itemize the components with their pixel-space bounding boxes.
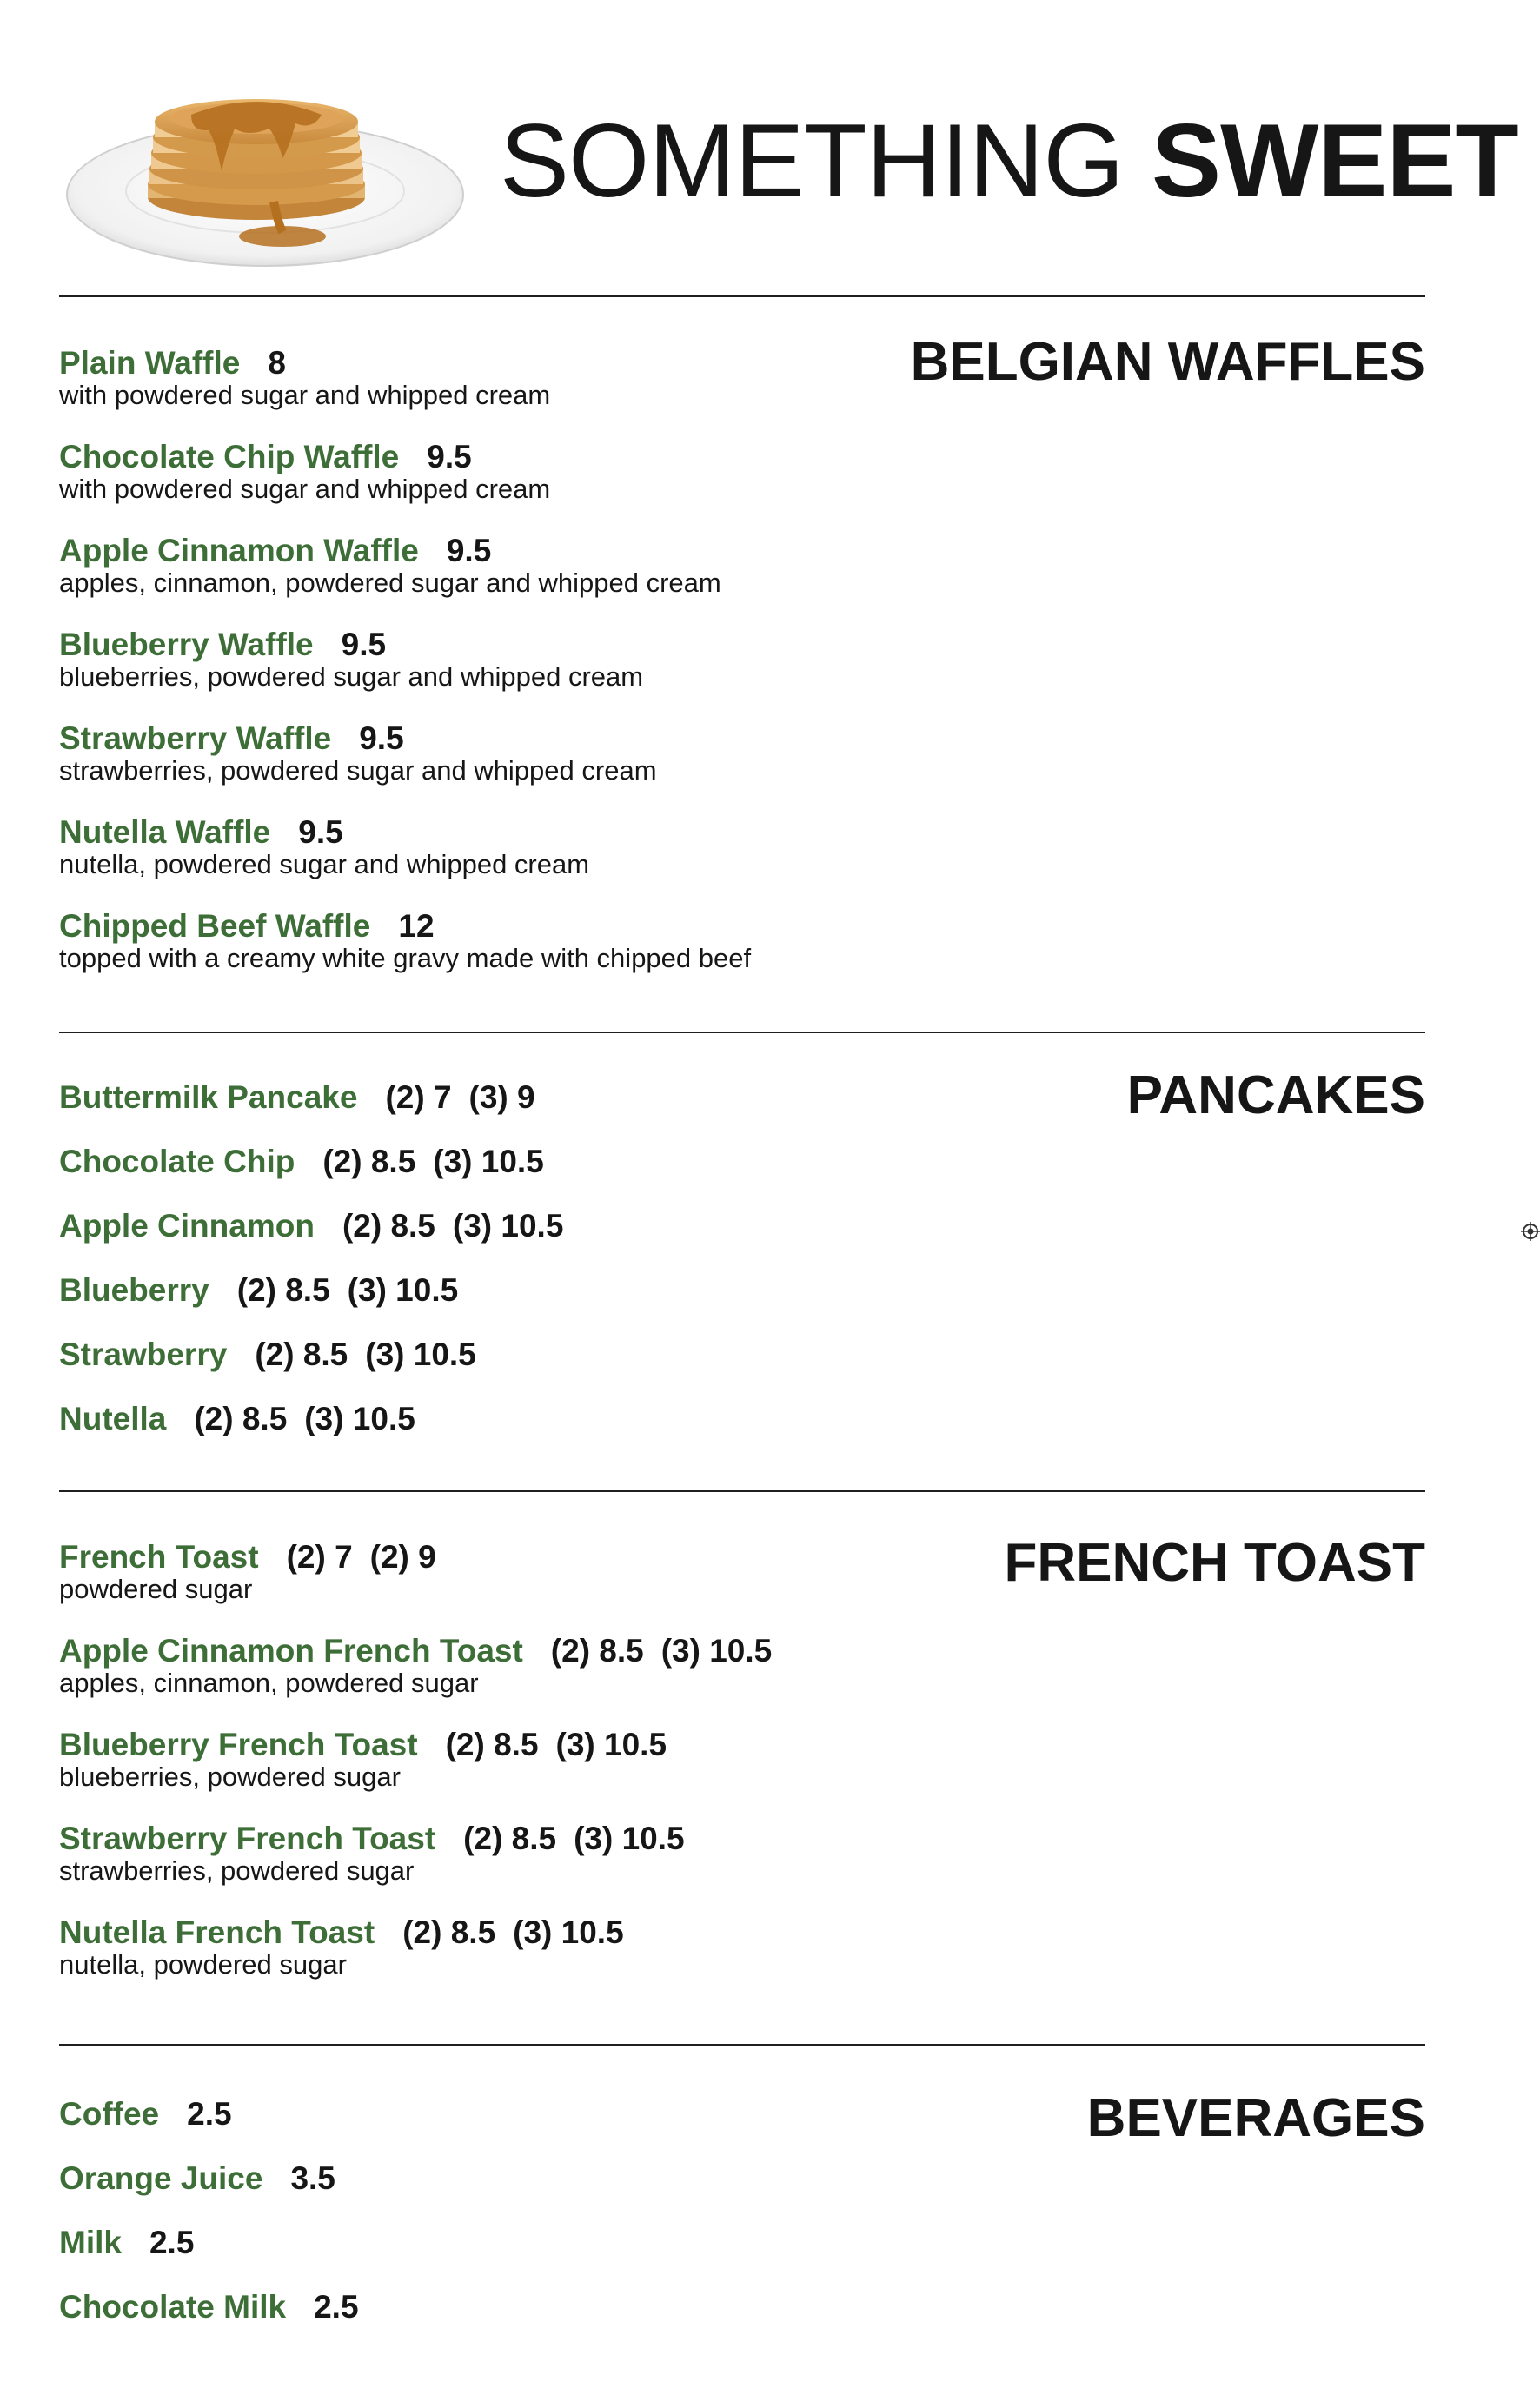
item-price-three: (3) 10.5: [660, 1633, 773, 1669]
item-description: topped with a creamy white gravy made with chipped beef: [59, 943, 752, 973]
item-price: 2.5: [149, 2225, 195, 2260]
list-item: [59, 1634, 1015, 1728]
item-price: 9.5: [359, 720, 404, 756]
item-price: 2.5: [187, 2096, 232, 2132]
pancakes-list: [59, 1080, 1015, 1466]
item-name: Chocolate Chip: [59, 1144, 295, 1179]
item-price-two: (2) 8.5: [236, 1272, 330, 1308]
beverages-heading: BEVERAGES: [1086, 2088, 1425, 2148]
item-price: 9.5: [341, 627, 387, 662]
section-divider: [59, 2044, 1425, 2046]
pancakes-heading: PANCAKES: [1126, 1065, 1425, 1125]
item-name: Chipped Beef Waffle: [59, 908, 371, 944]
item-description: blueberries, powdered sugar: [59, 1761, 401, 1792]
list-item: [59, 1209, 1015, 1273]
page-title-bold: SWEET: [1152, 103, 1518, 219]
item-price-three: (3) 10.5: [365, 1337, 476, 1372]
crosshair-icon: [1521, 1222, 1540, 1241]
item-price-three: (3) 10.5: [452, 1208, 564, 1244]
list-item: [59, 534, 1015, 627]
item-name: Nutella Waffle: [59, 814, 271, 850]
item-name: Blueberry: [59, 1272, 209, 1308]
item-description: with powdered sugar and whipped cream: [59, 474, 551, 504]
list-item: [59, 1144, 1015, 1209]
waffles-heading: BELGIAN WAFFLES: [910, 332, 1425, 392]
item-name: Strawberry French Toast: [59, 1821, 436, 1856]
item-name: Nutella French Toast: [59, 1914, 375, 1950]
item-price-three: (3) 10.5: [433, 1144, 544, 1179]
item-description: blueberries, powdered sugar and whipped cream: [59, 661, 644, 692]
item-name: Blueberry Waffle: [59, 627, 314, 662]
list-item: [59, 1728, 1015, 1821]
section-divider: [59, 295, 1425, 297]
beverages-list: [59, 2097, 1015, 2354]
item-name: Chocolate Chip Waffle: [59, 439, 400, 474]
item-description: powdered sugar: [59, 1574, 253, 1604]
list-item: [59, 909, 1015, 1003]
item-price-two: (2) 8.5: [342, 1208, 435, 1244]
list-item: [59, 2097, 1015, 2161]
item-description: nutella, powdered sugar and whipped cream: [59, 849, 590, 879]
list-item: [59, 1540, 1015, 1634]
item-name: Plain Waffle: [59, 345, 241, 381]
item-description: nutella, powdered sugar: [59, 1949, 347, 1980]
item-name: Orange Juice: [59, 2160, 263, 2196]
list-item: [59, 1821, 1015, 1915]
item-name: Nutella: [59, 1401, 167, 1436]
item-price: 3.5: [290, 2160, 335, 2196]
waffles-list: [59, 346, 1015, 1003]
item-name: Milk: [59, 2225, 122, 2260]
item-price-two: (2) 8.5: [194, 1401, 288, 1436]
list-item: [59, 1080, 1015, 1144]
french-toast-heading: FRENCH TOAST: [1004, 1533, 1425, 1593]
item-name: French Toast: [59, 1539, 259, 1575]
item-name: Apple Cinnamon Waffle: [59, 533, 419, 568]
item-description: apples, cinnamon, powdered sugar and whipped cream: [59, 567, 721, 598]
item-price-two: (2) 8.5: [463, 1821, 557, 1856]
item-price-three: (3) 10.5: [555, 1727, 667, 1762]
item-name: Strawberry Waffle: [59, 720, 332, 756]
list-item: [59, 346, 1015, 440]
item-description: apples, cinnamon, powdered sugar: [59, 1668, 479, 1698]
list-item: [59, 2290, 1015, 2354]
item-price-three: (3) 10.5: [304, 1401, 415, 1436]
section-divider: [59, 1032, 1425, 1033]
list-item: [59, 440, 1015, 534]
list-item: [59, 1337, 1015, 1402]
item-price-two: (2) 8.5: [402, 1914, 496, 1950]
item-description: with powdered sugar and whipped cream: [59, 380, 551, 410]
item-name: Buttermilk Pancake: [59, 1079, 358, 1115]
item-price-two: (2) 8.5: [550, 1633, 644, 1669]
item-price-two: (2) 8.5: [255, 1337, 348, 1372]
item-price: 9.5: [446, 533, 492, 568]
item-price: 9.5: [298, 814, 343, 850]
item-description: strawberries, powdered sugar: [59, 1855, 415, 1886]
list-item: [59, 1402, 1015, 1466]
item-name: Coffee: [59, 2096, 160, 2132]
list-item: [59, 1915, 1015, 2009]
item-price-two: (2) 8.5: [445, 1727, 539, 1762]
item-name: Apple Cinnamon: [59, 1208, 315, 1244]
french-toast-list: [59, 1540, 1015, 2009]
item-name: Chocolate Milk: [59, 2289, 287, 2325]
item-price: 12: [398, 908, 435, 944]
item-price: 2.5: [314, 2289, 359, 2325]
item-price-three: (3) 10.5: [574, 1821, 685, 1856]
item-price-two: (2) 8.5: [322, 1144, 416, 1179]
item-price-three: (2) 9: [369, 1539, 436, 1575]
item-name: Apple Cinnamon French Toast: [59, 1633, 523, 1669]
list-item: [59, 721, 1015, 815]
pancake-stack-icon: [61, 54, 469, 271]
list-item: [59, 1273, 1015, 1337]
item-price: 9.5: [427, 439, 472, 474]
list-item: [59, 2161, 1015, 2226]
list-item: [59, 2226, 1015, 2290]
item-description: strawberries, powdered sugar and whipped cream: [59, 755, 657, 786]
item-price-two: (2) 7: [385, 1079, 452, 1115]
item-price-three: (3) 9: [468, 1079, 535, 1115]
item-price-three: (3) 10.5: [347, 1272, 459, 1308]
item-price-three: (3) 10.5: [513, 1914, 624, 1950]
item-price-two: (2) 7: [286, 1539, 353, 1575]
list-item: [59, 627, 1015, 721]
page-title: [500, 103, 1518, 219]
page-title-light: SOMETHING: [500, 103, 1124, 219]
item-name: Blueberry French Toast: [59, 1727, 418, 1762]
section-divider: [59, 1490, 1425, 1492]
item-name: Strawberry: [59, 1337, 228, 1372]
item-price: 8: [268, 345, 286, 381]
list-item: [59, 815, 1015, 909]
